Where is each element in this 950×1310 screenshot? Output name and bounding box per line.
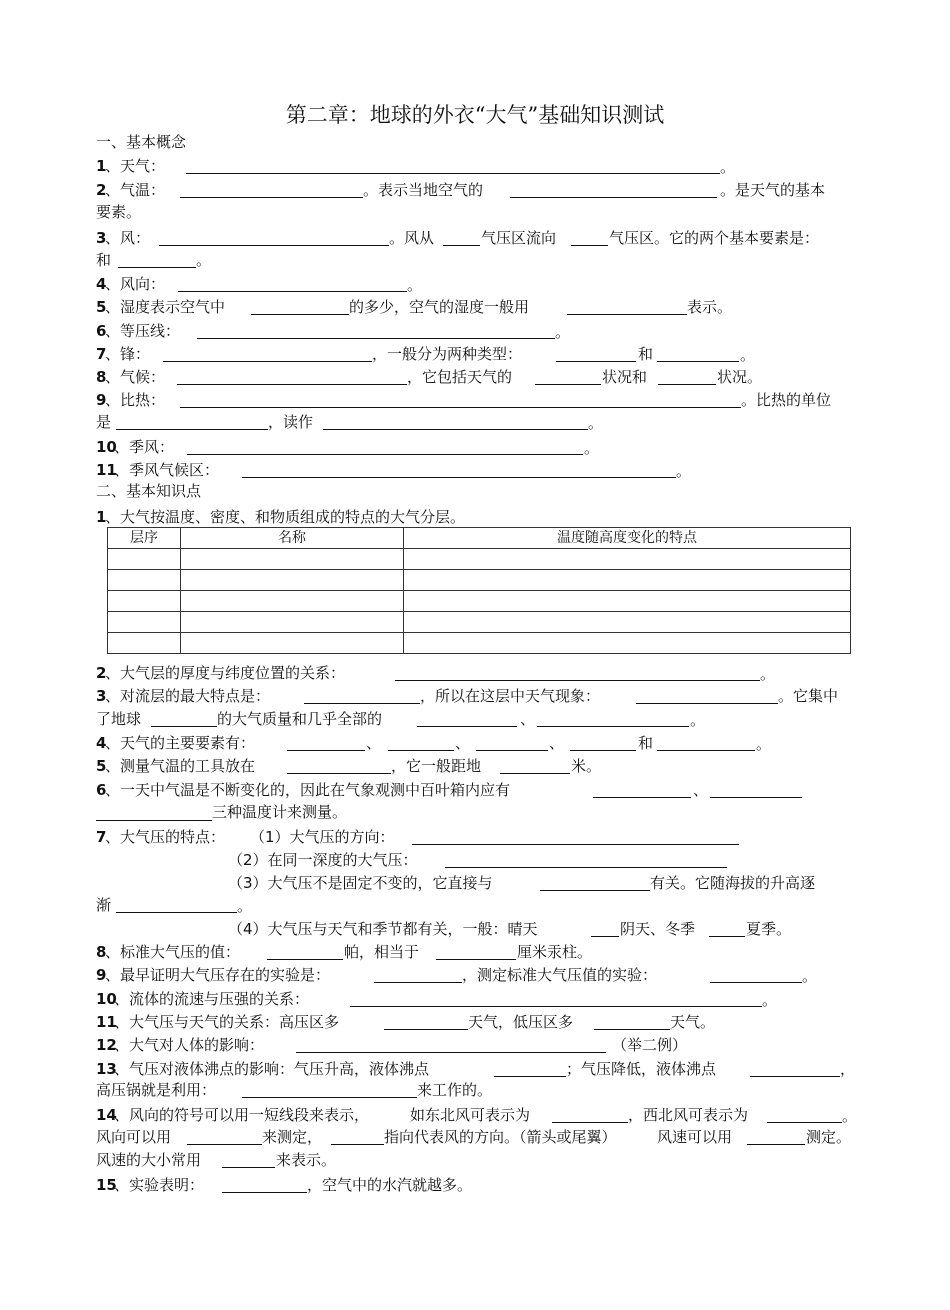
answer-blank — [116, 429, 268, 430]
answer-blank — [750, 1076, 840, 1077]
answer-blank — [476, 750, 548, 751]
question-text: 、 — [366, 734, 382, 752]
question-number: 4 — [96, 275, 107, 293]
question-text: 、测量气温的工具放在 — [105, 757, 256, 775]
question-text: 风速可以用 — [657, 1128, 733, 1146]
answer-blank — [443, 245, 480, 246]
question-text: 。表示当地空气的 — [363, 181, 484, 199]
question-text: 。 — [237, 897, 253, 915]
question-text: 。 — [842, 1107, 858, 1125]
answer-blank — [571, 245, 608, 246]
answer-blank — [222, 1167, 275, 1168]
question-text: 帕，相当于 — [344, 943, 420, 961]
answer-blank — [187, 454, 583, 455]
answer-blank — [594, 1029, 670, 1030]
question-number: 12 — [96, 1036, 117, 1054]
question-text: 、季风： — [114, 438, 175, 456]
answer-blank — [591, 936, 619, 937]
question-text: 、 — [693, 781, 709, 799]
answer-blank — [118, 267, 196, 268]
answer-blank — [556, 361, 636, 362]
answer-blank — [197, 338, 555, 339]
answer-blank — [709, 936, 745, 937]
question-text: 、季风气候区： — [114, 461, 220, 479]
answer-blank — [151, 726, 217, 727]
question-number: 14 — [96, 1106, 117, 1124]
question-text: 。 — [720, 158, 736, 176]
question-text: 、天气： — [105, 157, 166, 175]
question-text: 天气。 — [670, 1013, 716, 1031]
question-number: 11 — [96, 1013, 117, 1031]
table-cell[interactable] — [181, 570, 404, 591]
answer-blank — [296, 1052, 606, 1053]
question-text: 、 — [520, 710, 536, 728]
question-text: 、锋： — [105, 345, 151, 363]
table-cell[interactable] — [181, 549, 404, 570]
question-text: 高压锅就是利用： — [96, 1081, 217, 1099]
answer-blank — [436, 959, 516, 960]
question-text: 。 — [740, 346, 756, 364]
answer-blank — [710, 982, 802, 983]
answer-blank — [388, 750, 454, 751]
question-text: 、对流层的最大特点是： — [105, 687, 271, 705]
answer-blank — [510, 197, 717, 198]
table-row — [108, 549, 851, 570]
question-text: 风速的大小常用 — [96, 1151, 202, 1169]
answer-blank — [180, 407, 741, 408]
question-text: 、大气压的特点： — [105, 828, 226, 846]
question-number: 8 — [96, 368, 107, 386]
table-cell[interactable] — [404, 633, 851, 654]
question-text: 、天气的主要要素有： — [105, 734, 256, 752]
question-text: 、大气压与天气的关系：高压区多 — [114, 1013, 340, 1031]
answer-blank — [537, 726, 689, 727]
question-number: 6 — [96, 781, 107, 799]
question-text: 、气压对液体沸点的影响：气压升高，液体沸点 — [114, 1060, 430, 1078]
question-text: 、流体的流速与压强的关系： — [114, 990, 310, 1008]
answer-blank — [180, 197, 363, 198]
question-text: 阴天、冬季 — [620, 920, 696, 938]
table-row — [108, 570, 851, 591]
table-row — [108, 633, 851, 654]
question-text: 的大气质量和几乎全部的 — [217, 710, 383, 728]
answer-blank — [287, 750, 365, 751]
question-text: 、气温： — [105, 181, 166, 199]
question-text: （1）大气压的方向： — [250, 828, 395, 846]
question-number: 9 — [96, 966, 107, 984]
answer-blank — [323, 429, 588, 430]
question-text: 。比热的单位 — [741, 391, 832, 409]
question-text: 。 — [588, 414, 604, 432]
question-text: （4）大气压与天气和季节都有关，一般：晴天 — [228, 920, 538, 938]
question-text: （2）在同一深度的大气压： — [228, 851, 418, 869]
table-header-row — [108, 528, 851, 549]
question-number: 8 — [96, 943, 107, 961]
answer-blank — [395, 680, 760, 681]
question-text: 三种温度计来测量。 — [212, 803, 348, 821]
table-cell[interactable] — [404, 570, 851, 591]
question-text: 测定。 — [806, 1128, 852, 1146]
question-text: 指向代表风的方向。（箭头或尾翼） — [384, 1128, 617, 1146]
question-number: 2 — [96, 181, 107, 199]
question-text: 是 — [96, 413, 112, 431]
question-text: 了地球 — [96, 710, 142, 728]
question-text: 。 — [407, 276, 423, 294]
answer-blank — [636, 703, 778, 704]
question-text: 厘米汞柱。 — [517, 943, 593, 961]
answer-blank — [657, 361, 739, 362]
question-text: 、 — [549, 734, 565, 752]
table-row — [108, 612, 851, 633]
answer-blank — [552, 1122, 628, 1123]
question-text: 、气候： — [105, 368, 166, 386]
question-number: 3 — [96, 687, 107, 705]
question-text: 和 — [638, 734, 654, 752]
question-text: 、风向： — [105, 275, 166, 293]
table-cell[interactable] — [181, 612, 404, 633]
section-heading-knowledge-points: 二、基本知识点 — [96, 482, 202, 500]
question-text: 的多少，空气的湿度一般用 — [349, 298, 530, 316]
answer-blank — [116, 912, 237, 913]
answer-blank — [267, 959, 343, 960]
question-text: 、湿度表示空气中 — [105, 298, 226, 316]
question-text: 要素。 — [96, 203, 142, 221]
question-number: 5 — [96, 298, 107, 316]
question-text: 、 — [455, 734, 471, 752]
table-cell[interactable] — [181, 591, 404, 612]
question-text: 。风从 — [389, 229, 435, 247]
answer-blank — [567, 314, 687, 315]
question-text: 渐 — [96, 896, 112, 914]
question-text: 。它集中 — [778, 687, 839, 705]
question-text: ，它包括天气的 — [407, 368, 513, 386]
question-text: 气压区流向 — [481, 229, 557, 247]
question-text: 风向可以用 — [96, 1128, 172, 1146]
question-text: 状况。 — [717, 368, 763, 386]
answer-blank — [350, 1006, 762, 1007]
question-text: ，所以在这层中天气现象： — [420, 687, 601, 705]
question-text: 、等压线： — [105, 322, 181, 340]
table-cell[interactable] — [108, 570, 181, 591]
question-text: 。 — [760, 665, 776, 683]
question-number: 5 — [96, 757, 107, 775]
answer-blank — [159, 245, 389, 246]
question-text: （3）大气压不是固定不变的，它直接与 — [228, 874, 493, 892]
question-number: 15 — [96, 1176, 117, 1194]
question-text: ，西北风可表示为 — [628, 1106, 749, 1124]
question-text: 。 — [690, 711, 706, 729]
question-text: 、标准大气压的值： — [105, 943, 241, 961]
answer-blank — [178, 291, 407, 292]
answer-blank — [710, 797, 802, 798]
table-cell[interactable] — [108, 612, 181, 633]
question-number: 9 — [96, 391, 107, 409]
answer-blank — [412, 844, 739, 845]
table-header-cell: 温度随高度变化的特点 — [404, 528, 851, 549]
answer-blank — [331, 1144, 384, 1145]
question-text: 米。 — [571, 757, 602, 775]
answer-blank — [374, 982, 462, 983]
question-number: 3 — [96, 229, 107, 247]
question-text: 。 — [802, 967, 818, 985]
answer-blank — [657, 750, 755, 751]
question-text: 、风： — [105, 229, 151, 247]
table-row — [108, 591, 851, 612]
table-header-cell: 名称 — [181, 528, 404, 549]
question-text: 天气，低压区多 — [468, 1013, 574, 1031]
page-title: 第二章：地球的外衣“大气”基础知识测试 — [285, 103, 665, 127]
question-text: 。 — [762, 991, 778, 1009]
answer-blank — [177, 384, 407, 385]
question-text: 气压区。它的两个基本要素是： — [609, 229, 820, 247]
question-text: 。 — [584, 439, 600, 457]
answer-blank — [186, 173, 720, 174]
question-text: ，一般分为两种类型： — [372, 345, 523, 363]
question-text: 、实验表明： — [114, 1176, 205, 1194]
question-text: 来表示。 — [276, 1151, 337, 1169]
question-number: 1 — [96, 508, 107, 526]
question-text: 表示。 — [687, 298, 733, 316]
table-cell[interactable] — [181, 633, 404, 654]
answer-blank — [570, 750, 636, 751]
answer-blank — [96, 820, 212, 821]
answer-blank — [251, 314, 349, 315]
question-text: 、比热： — [105, 391, 166, 409]
question-text: 和 — [638, 345, 654, 363]
question-text: ，空气中的水汽就越多。 — [307, 1176, 473, 1194]
question-text: 如东北风可表示为 — [410, 1106, 531, 1124]
answer-blank — [747, 1144, 805, 1145]
answer-blank — [417, 726, 517, 727]
question-text: 来测定， — [262, 1128, 323, 1146]
answer-blank — [242, 1097, 417, 1098]
question-number: 7 — [96, 828, 107, 846]
question-text: 状况和 — [602, 368, 648, 386]
answer-blank — [304, 703, 420, 704]
answer-blank — [445, 867, 727, 868]
question-number: 6 — [96, 322, 107, 340]
question-text: 、大气层的厚度与纬度位置的关系： — [105, 664, 346, 682]
answer-blank — [163, 361, 372, 362]
question-text: ，读作 — [268, 413, 314, 431]
question-text: 、大气对人体的影响： — [114, 1036, 265, 1054]
question-text: 。是天气的基本 — [720, 181, 826, 199]
question-text: ；气压降低，液体沸点 — [566, 1060, 717, 1078]
question-text: 。 — [756, 735, 772, 753]
question-number: 2 — [96, 664, 107, 682]
answer-blank — [500, 773, 570, 774]
table-cell[interactable] — [404, 549, 851, 570]
question-number: 13 — [96, 1060, 117, 1078]
answer-blank — [593, 797, 691, 798]
answer-blank — [767, 1122, 842, 1123]
table-cell[interactable] — [108, 591, 181, 612]
answer-blank — [187, 1144, 262, 1145]
question-number: 1 — [96, 157, 107, 175]
question-text: 夏季。 — [746, 920, 792, 938]
question-number: 11 — [96, 461, 117, 479]
question-text: 。 — [196, 251, 212, 269]
question-text: 、风向的符号可以用一短线段来表示， — [114, 1106, 370, 1124]
question-text: 和 — [96, 251, 112, 269]
question-number: 7 — [96, 345, 107, 363]
answer-blank — [540, 890, 650, 891]
answer-blank — [384, 1029, 468, 1030]
table-cell[interactable] — [108, 633, 181, 654]
question-text: 、最早证明大气压存在的实验是： — [105, 966, 331, 984]
section-heading-basic-concepts: 一、基本概念 — [96, 133, 187, 151]
question-text: 、大气按温度、密度、和物质组成的特点的大气分层。 — [105, 508, 466, 526]
atmosphere-layers-table — [107, 527, 851, 654]
question-number: 10 — [96, 438, 117, 456]
question-text: ，它一般距地 — [391, 757, 482, 775]
answer-blank — [494, 1076, 566, 1077]
question-number: 4 — [96, 734, 107, 752]
answer-blank — [535, 384, 601, 385]
answer-blank — [658, 384, 716, 385]
question-number: 10 — [96, 990, 117, 1008]
question-text: 。 — [555, 323, 571, 341]
table-cell[interactable] — [108, 549, 181, 570]
question-text: ， — [840, 1060, 856, 1078]
question-text: 有关。它随海拔的升高逐 — [650, 874, 816, 892]
answer-blank — [222, 1192, 307, 1193]
question-text: ，测定标准大气压值的实验： — [462, 966, 658, 984]
question-text: （举二例） — [612, 1036, 688, 1054]
table-cell[interactable] — [404, 591, 851, 612]
answer-blank — [287, 773, 391, 774]
table-header-cell: 层序 — [108, 528, 181, 549]
question-text: 、一天中气温是不断变化的，因此在气象观测中百叶箱内应有 — [105, 781, 511, 799]
table-cell[interactable] — [404, 612, 851, 633]
question-text: 来工作的。 — [417, 1081, 493, 1099]
question-text: 。 — [676, 462, 692, 480]
answer-blank — [242, 477, 676, 478]
